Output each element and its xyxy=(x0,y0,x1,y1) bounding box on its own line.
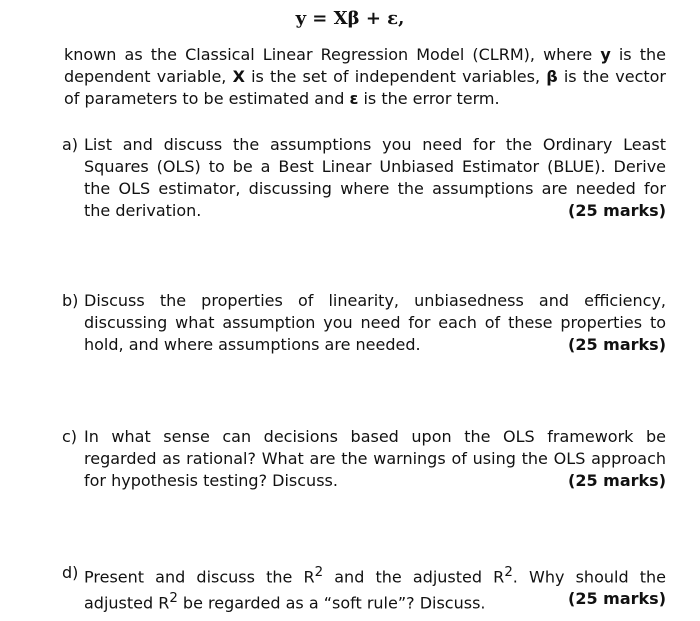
question-d-text-1: Present and discuss the R xyxy=(84,567,315,587)
intro-epsilon-symbol: ε xyxy=(349,89,359,108)
question-a xyxy=(62,134,666,222)
intro-text-5: is the error term. xyxy=(358,89,500,108)
intro-text-1: known as the Classical Linear Regression Model (CLRM), where xyxy=(64,45,601,64)
intro-text-3: is the set of independent variables, xyxy=(244,67,547,86)
question-b-text: Discuss the properties of linearity, unbiasedness and efficiency, discussing what assumption you need for each of these properties to hold, and where assumptions are needed. xyxy=(84,291,666,354)
question-a-marks: (25 marks) xyxy=(568,201,666,220)
question-d-sup-2: 2 xyxy=(504,565,513,580)
question-a-text: List and discuss the assumptions you need for the Ordinary Least Squares (OLS) to be a Best Linear Unbiased Estimator (BLUE). Derive the OLS estimator, discussing where the assumptions are needed for the derivation. xyxy=(84,135,666,220)
intro-beta-symbol: β xyxy=(546,67,558,86)
model-equation: y = Xβ + ε, xyxy=(295,8,405,29)
question-b-marks: (25 marks) xyxy=(568,335,666,354)
question-c xyxy=(62,426,666,492)
intro-text-4: is the vector of parameters to be estimated and xyxy=(64,67,667,108)
intro-y-symbol: y xyxy=(600,45,611,64)
question-d-sup-3: 2 xyxy=(169,591,178,607)
question-d-text-4: be regarded as a “soft rule”? Discuss. xyxy=(177,593,486,613)
question-d-text-2: and the adjusted R xyxy=(323,567,505,587)
question-c-marks: (25 marks) xyxy=(568,471,666,490)
question-d-sup-1: 2 xyxy=(314,565,324,580)
intro-x-symbol: X xyxy=(232,67,245,86)
intro-paragraph xyxy=(64,44,666,110)
intro-text-2: is the dependent variable, xyxy=(64,45,666,86)
question-d-text-3: . Why should the adjusted R xyxy=(84,567,666,613)
question-d-label: d) xyxy=(62,563,79,582)
question-b xyxy=(62,290,666,356)
question-c-label: c) xyxy=(62,427,78,446)
question-a-label: a) xyxy=(62,135,79,154)
question-c-text: In what sense can decisions based upon the OLS framework be regarded as rational? What are the warnings of using the OLS approach for hypothesis testing? Discuss. xyxy=(84,427,666,490)
question-b-label: b) xyxy=(62,291,79,310)
question-d-marks: (25 marks) xyxy=(568,589,666,609)
question-d xyxy=(62,562,666,615)
